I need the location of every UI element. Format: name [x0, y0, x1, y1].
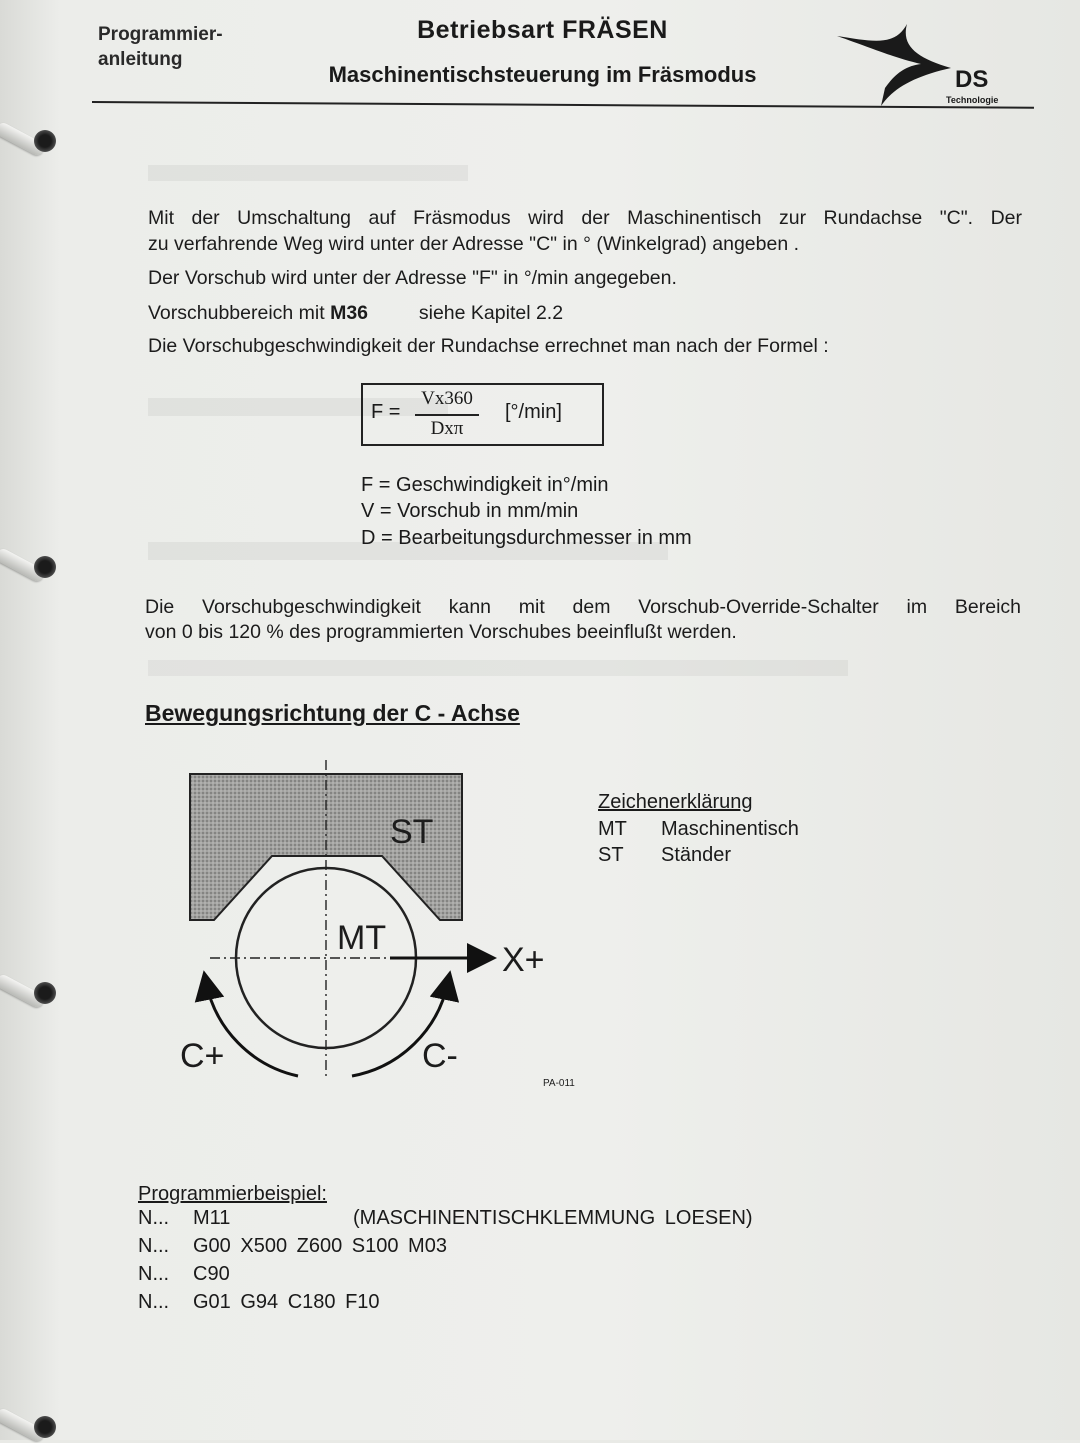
label-x-plus: X+	[502, 941, 545, 979]
formula-box	[361, 383, 604, 446]
legend-v: V = Vorschub in mm/min	[361, 500, 579, 522]
binder-ring-4	[0, 1412, 62, 1442]
override-line-1: Die Vorschubgeschwindigkeit kann mit dem Vorschub-Override-Schalter im Bereich	[145, 596, 1021, 618]
key-abbr: MT	[598, 818, 627, 840]
key-item-mt	[598, 818, 799, 841]
page-subtitle: Maschinentischsteuerung im Fräsmodus	[328, 62, 757, 87]
block-number: N...	[138, 1207, 170, 1229]
key-item-st	[598, 844, 731, 867]
binder-ring-1	[0, 126, 62, 156]
legend-d: D = Bearbeitungsdurchmesser in mm	[361, 527, 692, 549]
formula-lhs: F =	[371, 401, 401, 423]
intro-line-2: zu verfahrende Weg wird unter der Adresse "C" in ° (Winkelgrad) angeben .	[148, 233, 800, 255]
program-code: G00 X500 Z600 S100 M03	[193, 1235, 447, 1257]
program-code: C90	[193, 1263, 230, 1285]
chapter-reference: siehe Kapitel 2.2	[418, 302, 564, 324]
fraction-bar	[415, 414, 479, 416]
program-line-2	[138, 1235, 447, 1258]
program-line-4	[138, 1291, 380, 1314]
override-line-2: von 0 bis 120 % des programmierten Vorschubes beeinflußt werden.	[145, 621, 737, 643]
formula-numerator: Vx360	[421, 388, 473, 409]
intro-line-4	[148, 300, 563, 326]
page-title: Betriebsart FRÄSEN	[417, 16, 668, 44]
program-line-1	[138, 1207, 753, 1230]
intro-line-1: Mit der Umschaltung auf Fräsmodus wird der Maschinentisch zur Rundachse "C". Der	[148, 207, 1022, 229]
feed-range-label: Vorschubbereich mit	[148, 302, 325, 324]
ds-logo-icon	[835, 18, 1035, 110]
intro-line-3: Der Vorschub wird unter der Adresse "F" in °/min angegeben.	[148, 267, 677, 289]
block-number: N...	[138, 1291, 170, 1313]
label-c-minus: C-	[422, 1037, 458, 1075]
formula-unit: [°/min]	[505, 401, 562, 423]
program-comment: (MASCHINENTISCHKLEMMUNG LOESEN)	[353, 1207, 753, 1229]
program-line-3	[138, 1263, 230, 1286]
label-st: ST	[390, 813, 434, 851]
key-text: Ständer	[661, 844, 732, 866]
label-c-plus: C+	[180, 1037, 225, 1075]
formula-denominator: Dxπ	[430, 418, 464, 439]
logo-subtext: Technologie	[946, 95, 999, 105]
program-title: Programmierbeispiel:	[138, 1183, 327, 1205]
bleed-through-mark	[148, 165, 468, 181]
binder-ring-2	[0, 552, 62, 582]
figure-id: PA-011	[543, 1078, 575, 1089]
feed-range-code: M36	[330, 302, 369, 324]
label-mt: MT	[337, 919, 387, 957]
legend-f: F = Geschwindigkeit in°/min	[361, 474, 609, 496]
section-heading: Bewegungsrichtung der C - Achse	[145, 700, 520, 726]
logo-text: DS	[955, 66, 989, 93]
key-title: Zeichenerklärung	[598, 791, 753, 813]
block-number: N...	[138, 1263, 170, 1285]
block-number: N...	[138, 1235, 170, 1257]
program-code: G01 G94 C180 F10	[193, 1291, 380, 1313]
key-abbr: ST	[598, 844, 624, 866]
binder-ring-3	[0, 978, 62, 1008]
key-text: Maschinentisch	[661, 818, 799, 840]
program-code: M11	[193, 1207, 231, 1229]
intro-line-5: Die Vorschubgeschwindigkeit der Rundachse errechnet man nach der Formel :	[148, 335, 829, 357]
bleed-through-mark	[148, 660, 848, 676]
header-left-label: Programmier- anleitung	[98, 24, 223, 70]
